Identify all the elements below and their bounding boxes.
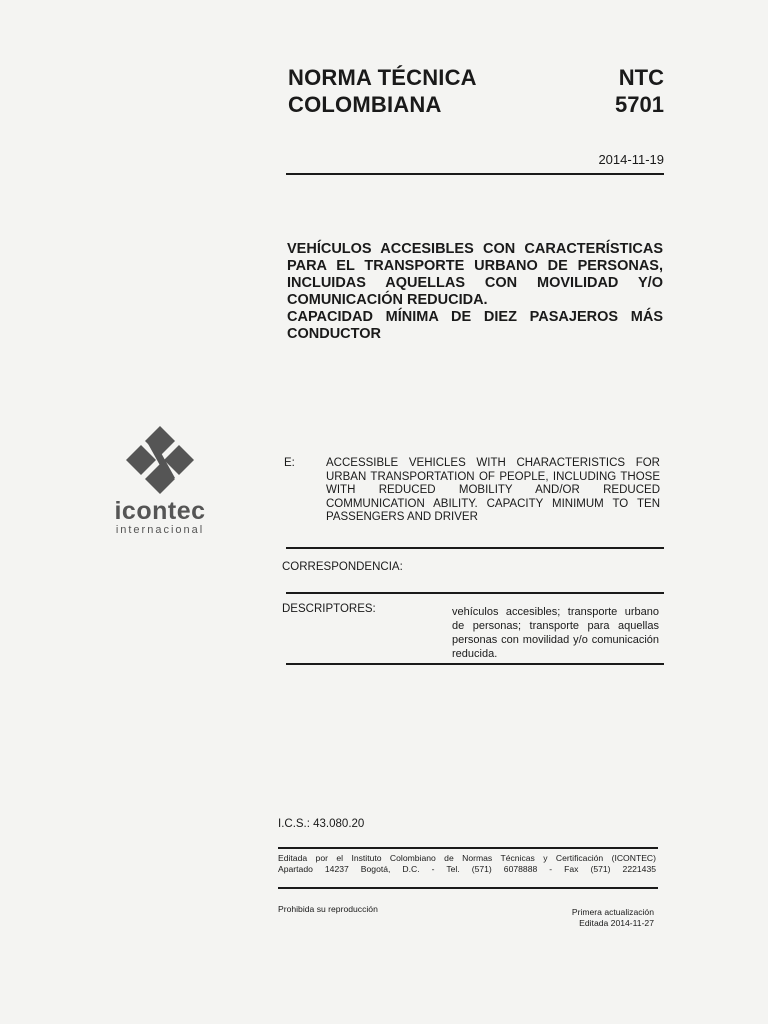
- document-title: [288, 64, 477, 118]
- subject-line-1: VEHÍCULOS ACCESIBLES CON CARACTERÍSTICAS PARA EL TRANSPORTE URBANO DE PERSONAS, INCLUIDAS AQUELLAS CON MOVILIDAD Y/O COMUNICACIÓN REDUCIDA.: [287, 241, 663, 308]
- icontec-n-diamond-icon: [123, 426, 197, 498]
- correspondencia-divider: [286, 592, 664, 594]
- ics-code: I.C.S.: 43.080.20: [278, 818, 365, 830]
- editor-line-2: Apartado 14237 Bogotá, D.C. - Tel. (571) 6078888 - Fax (571) 2221435: [278, 864, 656, 874]
- logo-subtitle: internacional: [115, 524, 205, 536]
- editor-info: [278, 853, 656, 875]
- english-label: E:: [284, 457, 295, 469]
- editor-line-1: Editada por el Instituto Colombiano de Normas Técnicas y Certificación (ICONTEC): [278, 853, 656, 863]
- correspondencia-label: CORRESPONDENCIA:: [282, 561, 403, 573]
- logo-name: icontec: [114, 497, 206, 525]
- update-line-1: Primera actualización: [571, 907, 654, 917]
- update-line-2: Editada 2014-11-27: [579, 918, 654, 928]
- code-line-2: 5701: [615, 92, 664, 117]
- english-title: ACCESSIBLE VEHICLES WITH CHARACTERISTICS FOR URBAN TRANSPORTATION OF PEOPLE, INCLUDING THOSE WITH REDUCED MOBILITY AND/OR REDUCED COMMUNICATION ABILITY. CAPACITY MINIMUM TO TEN PASSENGERS AND DRIVER: [326, 457, 660, 523]
- descriptores-divider: [286, 663, 664, 665]
- descriptores-value: vehículos accesibles; transporte urbano de personas; transporte para aquellas personas con movilidad y/o comunicación reducida.: [452, 606, 659, 660]
- english-divider: [286, 547, 664, 549]
- standard-subject: [287, 241, 663, 343]
- code-line-1: NTC: [618, 65, 664, 90]
- header-divider: [286, 173, 664, 175]
- icontec-logo: [104, 426, 216, 536]
- update-info: [520, 907, 654, 929]
- ics-divider: [278, 847, 658, 849]
- standard-code: [590, 64, 664, 118]
- editor-divider: [278, 887, 658, 889]
- title-line-2: COLOMBIANA: [288, 92, 442, 117]
- reproduction-notice: Prohibida su reproducción: [278, 904, 378, 914]
- title-line-1: NORMA TÉCNICA: [288, 65, 477, 90]
- subject-line-2: CAPACIDAD MÍNIMA DE DIEZ PASAJEROS MÁS CONDUCTOR: [287, 309, 663, 342]
- descriptores-label: DESCRIPTORES:: [282, 603, 376, 615]
- publication-date: 2014-11-19: [598, 152, 664, 167]
